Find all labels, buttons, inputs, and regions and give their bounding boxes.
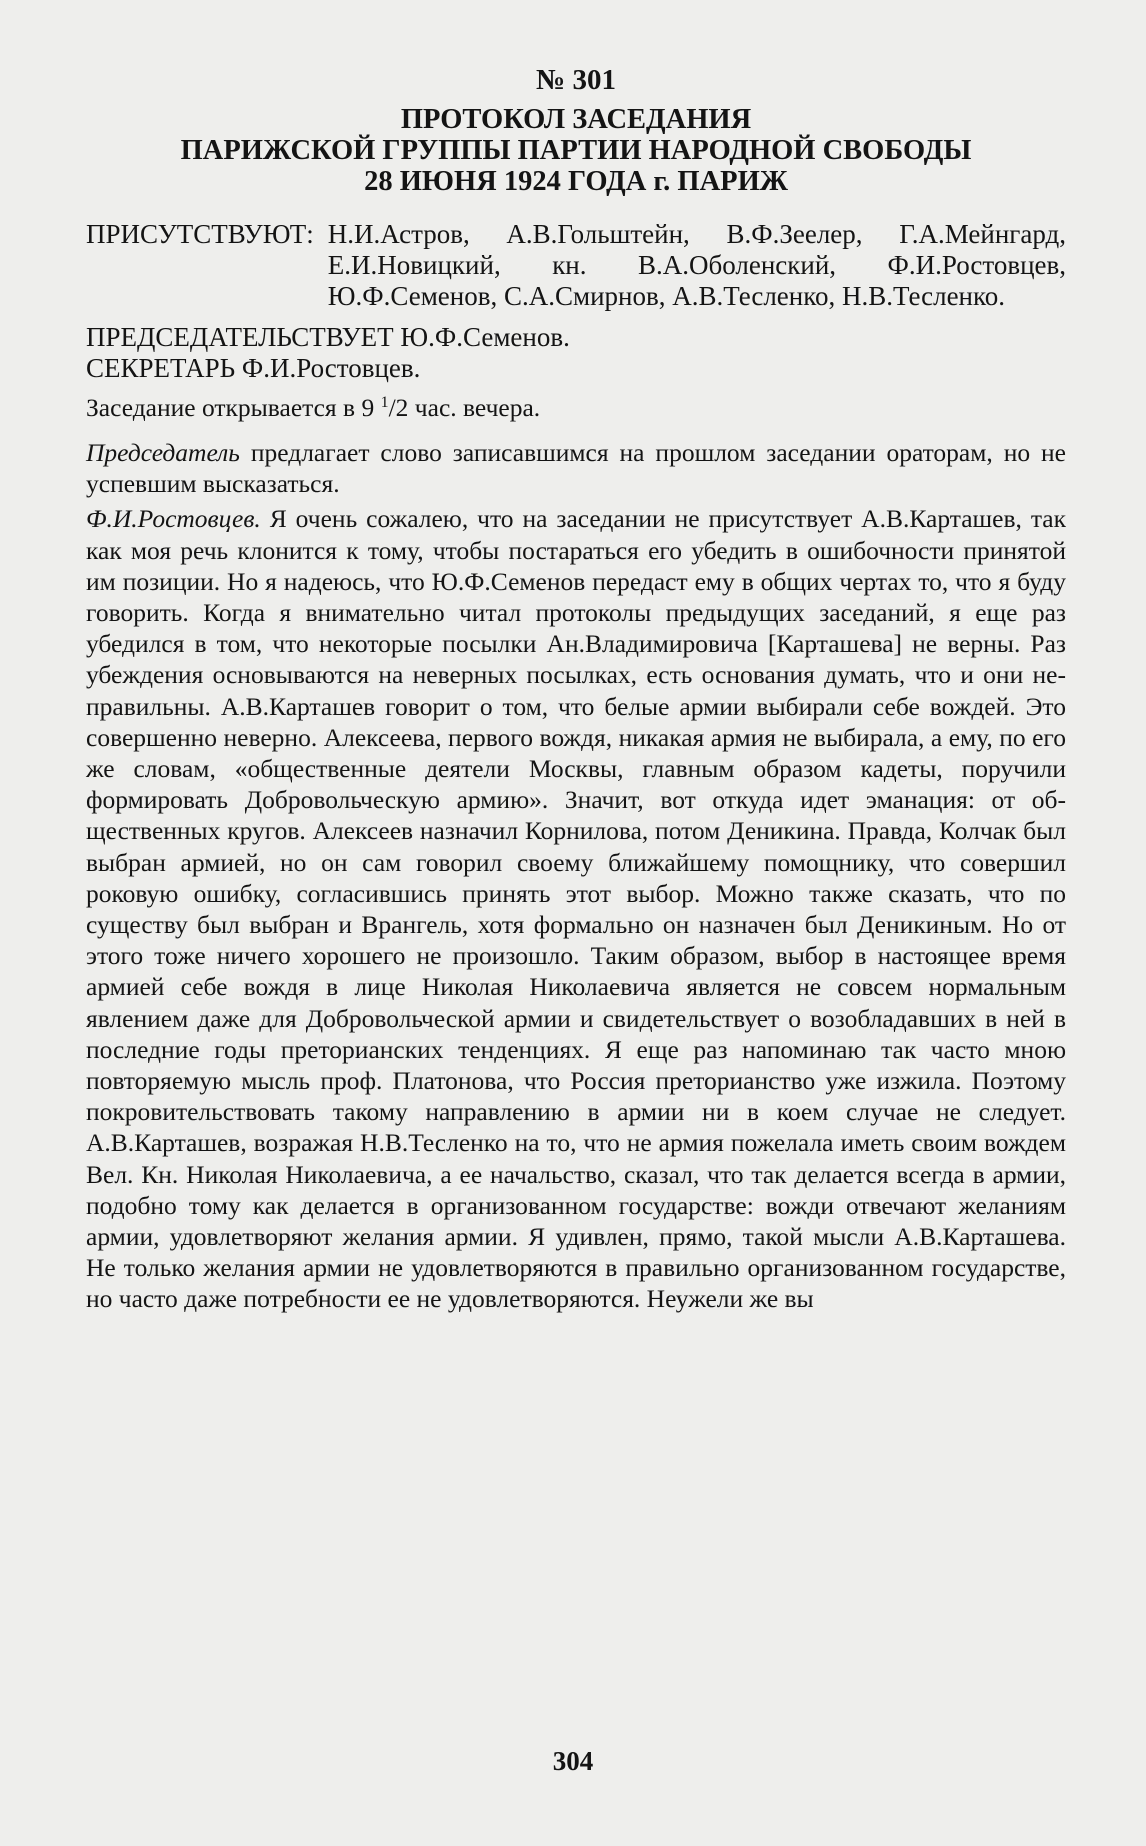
speaker-name: Председатель [86,438,240,467]
present-label: ПРИСУТСТВУЮТ: [86,219,314,249]
attendance-block [86,219,1066,312]
document-number: № 301 [536,64,616,96]
secretary-line: СЕКРЕТАРЬ Ф.И.Ростовцев. [86,353,421,383]
title-line-1: ПРОТОКОЛ ЗАСЕДАНИЯ [400,104,752,135]
page-number: 304 [552,1746,594,1776]
document-title [86,104,1066,197]
title-line-3: 28 ИЮНЯ 1924 ГОДА г. ПАРИЖ [364,166,788,197]
opening-fraction-slash: / [388,393,396,422]
chair-line: ПРЕДСЕДАТЕЛЬСТВУЕТ Ю.Ф.Семенов. [86,322,570,352]
title-line-2: ПАРИЖСКОЙ ГРУППЫ ПАРТИИ НАРОДНОЙ СВОБОДЫ [180,135,972,166]
paragraph-chairman [86,437,1066,499]
meeting-opening [86,392,1066,423]
document-page [86,62,1066,1319]
paragraph-text: предлагает слово записавшимся на прошлом заседании ораторам, но не успевшим высказаться. [86,438,1066,499]
opening-time-unit: час. вечера. [408,393,541,422]
opening-fraction-denominator: 2 [395,393,409,422]
speaker-name: Ф.И.Ростовцев. [86,504,261,534]
paragraph-text: Я очень сожалею, что на заседании не присутствует А.В.Карташев, так как моя речь клонится к тому, чтобы постараться его убедить в ошибочности принятой им позиции. Но я надеюсь, что Ю.Ф.Семенов передаст ему в общих чертах то, что я буду говорить. Когда я внимательно читал протоколы предыдущих заседаний, я еще раз убедился в том, что некоторые посылки Ан.Владимировича [Карташева] не верны. Раз убеждения основываются на неверных посылках, есть основания думать, что и они неправильны. А.В.Карташев говорит о том, что белые армии выбирали себе вождей. Это совершенно неверно. Алексеева, первого вождя, никакая армия не выбирала, а ему, по его же словам, «общественные деятели Москвы, главным образом кадеты, поручили формировать Добровольческую армию». Значит, вот откуда идет эманация: от общественных кругов. Алексеев назначил Корнилова, потом Деникина. Правда, Колчак был выбран армией, но он сам говорил своему ближайшему помощнику, что совершил роковую ошибку, согласившись принять этот выбор. Можно также сказать, что по существу был выбран и Врангель, хотя формально он назначен был Деникиным. Но от этого тоже ничего хорошего не произошло. Таким образом, выбор в настоящее время армией себе вождя в лице Николая Николаевича является не совсем нормальным явлением даже для Добровольческой армии и свидетельствует о возобладавших в ней в последние годы преторианских тенденциях. Я еще раз напоминаю так часто мною повторяемую мысль проф. Платонова, что Россия преторианство уже изжила. Поэтому покровительствовать такому направлению в армии ни в коем случае не следует. А.В.Карташев, возражая Н.В.Тесленко на то, что не армия пожелала иметь своим вождем Вел. Кн. Николая Николаевича, а ее начальство, сказал, что так делается всегда в армии, подобно тому как делается в организованном государстве: вожди отвечают желаниям армии, удовлетворяют желания армии. Я удивлен, прямо, такой мысли А.В.Карташева. Не только желания армии не удовлетворяются в правильно организованном государстве, но часто даже потребности ее не удовлетворяются. Неужели же вы [86,504,1066,1314]
opening-fraction-numerator: 1 [380,394,389,411]
present-names: Н.И.Астров, А.В.Гольштейн, В.Ф.Зеелер, Г.А.Мейнгард, Е.И.Новицкий, кн. В.А.Оболенский, Ф.И.Ростовцев, Ю.Ф.Семенов, С.А.Смирнов, А.В.Тесленко, Н.В.Тесленко. [327,219,1066,311]
opening-text: Заседание открывается в 9 [86,393,381,422]
paragraph-rostovtsev [86,503,1066,1314]
